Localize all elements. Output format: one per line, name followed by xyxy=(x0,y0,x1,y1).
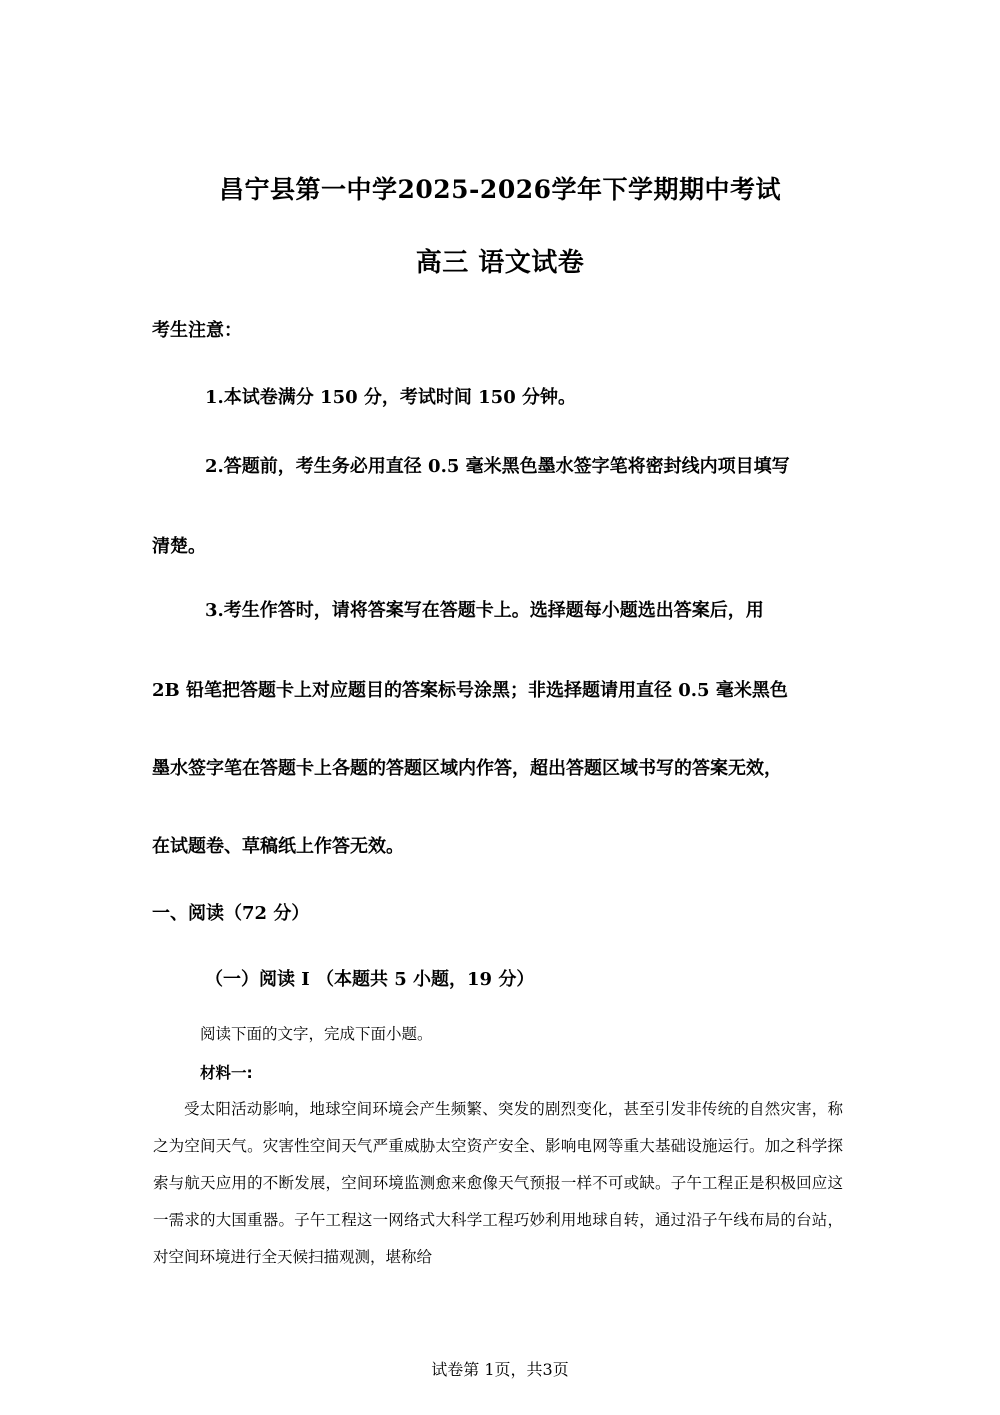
notice-item-2-line-2: 清楚。 xyxy=(152,536,206,557)
reading-instruction: 阅读下面的文字，完成下面小题。 xyxy=(200,1025,433,1043)
section-subheading: （一）阅读 I （本题共 5 小题，19 分） xyxy=(205,969,535,990)
notice-item-3-line-1: 3.考生作答时，请将答案写在答题卡上。选择题每小题选出答案后，用 xyxy=(205,600,764,621)
notice-item-2-line-1: 2.答题前，考生务必用直径 0.5 毫米黑色墨水签字笔将密封线内项目填写 xyxy=(205,456,790,477)
material-label: 材料一: xyxy=(200,1064,253,1082)
notice-item-1: 1.本试卷满分 150 分，考试时间 150 分钟。 xyxy=(205,387,577,408)
material-paragraph: 受太阳活动影响，地球空间环境会产生频繁、突发的剧烈变化，甚至引发非传统的自然灾害，称之为空间天气。灾害性空间天气严重威胁太空资产安全、影响电网等重大基础设施运行。加之科学探索与航天应用的不断发展，空间环境监测愈来愈像天气预报一样不可或缺。子午工程正是积极回应这一需求的大国重器。子午工程这一网络式大科学工程巧妙利用地球自转，通过沿子午线布局的台站，对空间环境进行全天候扫描观测，堪称给 xyxy=(153,1100,843,1266)
exam-title: 昌宁县第一中学2025-2026学年下学期期中考试 xyxy=(218,175,782,204)
notice-item-3-line-2: 2B 铅笔把答题卡上对应题目的答案标号涂黑；非选择题请用直径 0.5 毫米黑色 xyxy=(152,680,788,701)
page-footer: 试卷第 1页，共3页 xyxy=(431,1360,569,1379)
notice-item-3-line-3: 墨水签字笔在答题卡上各题的答题区域内作答，超出答题区域书写的答案无效， xyxy=(152,758,782,779)
section-heading: 一、阅读（72 分） xyxy=(152,903,310,924)
notice-heading: 考生注意： xyxy=(152,320,242,341)
notice-item-3-line-4: 在试题卷、草稿纸上作答无效。 xyxy=(152,836,404,857)
exam-subtitle: 高三 语文试卷 xyxy=(415,248,585,278)
